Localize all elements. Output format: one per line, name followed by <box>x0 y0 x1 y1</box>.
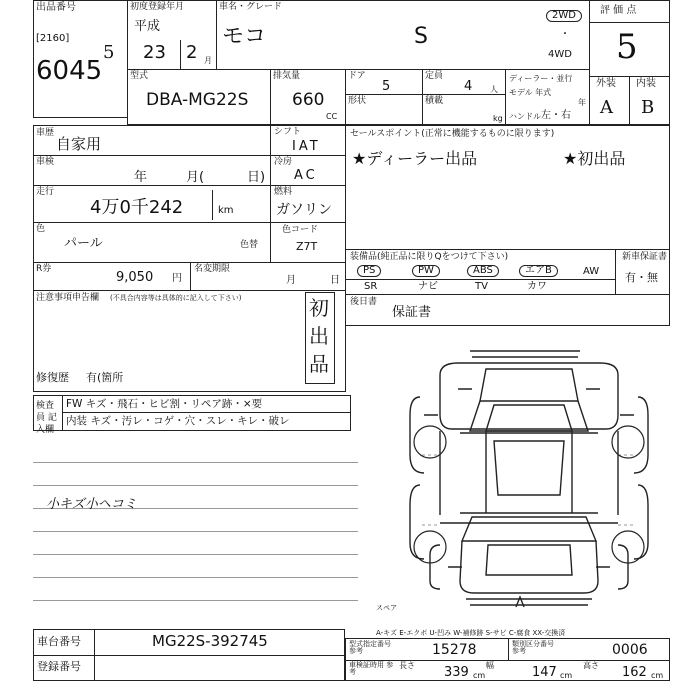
yen: 円 <box>172 273 182 284</box>
inspection-day: 日) <box>247 170 266 185</box>
score: 5 <box>616 27 638 67</box>
inspection-year: 年 <box>134 170 148 185</box>
first-listing-char: 出 <box>309 324 329 348</box>
car-damage-diagram <box>400 345 660 615</box>
door-label: ドア <box>348 71 366 81</box>
lot-suffix: 5 <box>103 42 115 63</box>
fuel-label: 燃料 <box>274 187 293 197</box>
divider <box>629 76 630 125</box>
spare-label: スペア <box>376 604 397 612</box>
divider <box>62 412 351 413</box>
divider <box>615 249 616 295</box>
divider <box>190 262 191 290</box>
rule-line <box>33 462 358 463</box>
exterior-grade: A <box>600 97 613 118</box>
interior-label: 内装 <box>636 78 656 89</box>
post-docs: 保証書 <box>392 305 432 320</box>
equip-pw: PW <box>412 265 440 277</box>
divider <box>180 40 181 70</box>
shape-label: 形状 <box>348 96 367 106</box>
drive-dot: ・ <box>560 29 570 40</box>
fuel: ガソリン <box>276 202 332 218</box>
divider <box>33 155 271 156</box>
color: パール <box>64 236 103 251</box>
sales-point-label: セールスポイント(正常に機能するものに限ります) <box>350 129 555 139</box>
equip-abs: ABS <box>467 265 499 277</box>
height-label: 高さ <box>583 661 599 670</box>
divider <box>270 155 346 156</box>
car-name: モコ <box>222 24 267 49</box>
cm-length: cm <box>473 671 486 680</box>
height: 162 <box>622 665 647 680</box>
grade: S <box>414 24 428 49</box>
fw-row: FW キズ・飛石・ヒビ割・リペア跡・×要 <box>66 398 263 410</box>
type-cert-label: 型式指定番号 参考 <box>349 640 391 655</box>
aircon: AC <box>294 168 318 183</box>
rule-line <box>33 600 358 601</box>
int-row: 内装 キズ・汚レ・コゲ・穴・スレ・キレ・破レ <box>66 415 290 427</box>
reg-year: 23 <box>143 42 166 63</box>
inspection-month: 月( <box>186 170 205 185</box>
dealer-label: ディーラー・並行 <box>509 74 573 83</box>
category: 自家用 <box>56 135 102 153</box>
divider <box>422 69 423 125</box>
interior-grade: B <box>641 97 655 118</box>
equip-airbag: エアB <box>519 265 558 277</box>
color-code: Z7T <box>296 240 318 253</box>
type-cert: 15278 <box>432 642 477 658</box>
equip-aw: AW <box>583 266 600 277</box>
month-unit: 月 <box>204 56 212 65</box>
divider <box>270 185 346 186</box>
rule-line <box>33 554 358 555</box>
load-label: 積載 <box>425 96 444 106</box>
score-label: 評 価 点 <box>600 5 637 16</box>
length: 339 <box>444 665 469 680</box>
first-reg-label: 初度登録年月 <box>130 2 185 12</box>
drive-2wd: 2WD <box>546 10 582 22</box>
cc: CC <box>326 112 338 121</box>
aircon-label: 冷房 <box>274 157 293 167</box>
displacement-label: 排気量 <box>273 71 301 81</box>
registration-label: 登録番号 <box>37 660 81 673</box>
sales-box <box>345 125 670 250</box>
reg-month: 月 <box>286 275 296 286</box>
exterior-label: 外装 <box>596 78 616 89</box>
divider <box>212 190 213 220</box>
lot-number: 6045 <box>36 56 103 86</box>
mileage-label: 走行 <box>36 187 55 197</box>
divider <box>345 279 615 280</box>
divider <box>345 94 505 95</box>
width-label: 幅 <box>486 661 494 670</box>
km: km <box>218 205 234 216</box>
dims-label: 車検証時用 参考 <box>349 661 394 676</box>
first-listing-char: 品 <box>309 352 329 376</box>
shift-label: シフト <box>274 127 302 137</box>
equip-tv: TV <box>475 281 488 292</box>
repair: 有(箇所 <box>86 371 124 384</box>
sales-point-2: ★初出品 <box>563 149 626 168</box>
lot-code: [2160] <box>36 33 70 44</box>
handle: 左・右 <box>541 110 571 121</box>
model-label: 型式 <box>130 71 149 81</box>
warranty: 有・無 <box>625 271 658 284</box>
kg: kg <box>493 114 503 123</box>
divider <box>33 185 271 186</box>
equip-navi: ナビ <box>418 281 438 292</box>
drive-4wd: 4WD <box>548 49 572 60</box>
divider <box>345 660 670 661</box>
model: DBA-MG22S <box>146 90 249 110</box>
year-unit: 年 <box>578 98 586 107</box>
displacement: 660 <box>292 90 325 110</box>
class-no: 0006 <box>612 642 648 658</box>
model-year-label: モデル 年式 <box>509 88 552 97</box>
equip-leather: カワ <box>527 281 547 292</box>
divider <box>62 395 63 431</box>
width: 147 <box>532 665 557 680</box>
new-warranty-label: 新車保証書 <box>622 252 668 262</box>
inspection-label: 車検 <box>36 157 55 167</box>
color-change-label: 色替 <box>240 240 259 250</box>
notes-label: 注意事項申告欄 <box>36 293 100 303</box>
divider <box>33 290 346 291</box>
recycle-label: R券 <box>36 264 52 274</box>
capacity-label: 定員 <box>425 71 444 81</box>
inspector-label: 検査員 記入欄 <box>36 401 57 435</box>
divider <box>505 69 506 125</box>
name-label: 車名・グレード <box>219 2 283 12</box>
length-label: 長さ <box>399 661 415 670</box>
chassis: MG22S-392745 <box>152 632 268 650</box>
lot-label: 出品番号 <box>36 2 76 13</box>
damage-legend: A-キズ E-エクボ U-凹み W-補修跡 S-サビ C-腐食 XX-交換済 <box>376 629 566 637</box>
reg-day: 日 <box>330 275 340 286</box>
divider <box>345 326 346 392</box>
reg-month: 2 <box>186 42 198 63</box>
cm-height: cm <box>651 671 664 680</box>
doors: 5 <box>382 79 391 94</box>
color-label: 色 <box>36 224 46 234</box>
post-docs-label: 後日書 <box>350 297 378 307</box>
handle-label: ハンドル <box>509 112 541 121</box>
notes-sub: (不具合内容等は具体的に記入して下さい) <box>110 294 242 302</box>
cm-width: cm <box>560 671 573 680</box>
class-label: 類別区分番号 参考 <box>512 640 554 655</box>
divider <box>508 638 509 660</box>
era: 平成 <box>134 19 161 34</box>
mileage: 4万0千242 <box>90 197 184 218</box>
repair-label: 修復歴 <box>36 371 69 384</box>
handwritten-note: 小キズ小ヘコミ <box>46 497 137 512</box>
divider <box>33 655 345 656</box>
color-code-label: 色コード <box>282 225 319 235</box>
rule-line <box>33 577 358 578</box>
sales-point-1: ★ディーラー出品 <box>352 149 478 168</box>
capacity-unit: 人 <box>490 85 498 94</box>
recycle-amount: 9,050 <box>116 270 154 285</box>
first-listing-char: 初 <box>309 296 329 320</box>
capacity: 4 <box>464 79 473 94</box>
equip-sr: SR <box>364 281 378 292</box>
shift: IAT <box>292 139 321 154</box>
equipment-label: 装備品(純正品に限りQをつけて下さい) <box>350 252 509 262</box>
category-label: 車歴 <box>36 128 55 138</box>
reg-label: 名変期限 <box>194 264 231 274</box>
chassis-label: 車台番号 <box>37 635 81 648</box>
divider <box>589 22 670 23</box>
rule-line <box>33 485 358 486</box>
equip-ps: PS <box>357 265 381 277</box>
rule-line <box>33 531 358 532</box>
